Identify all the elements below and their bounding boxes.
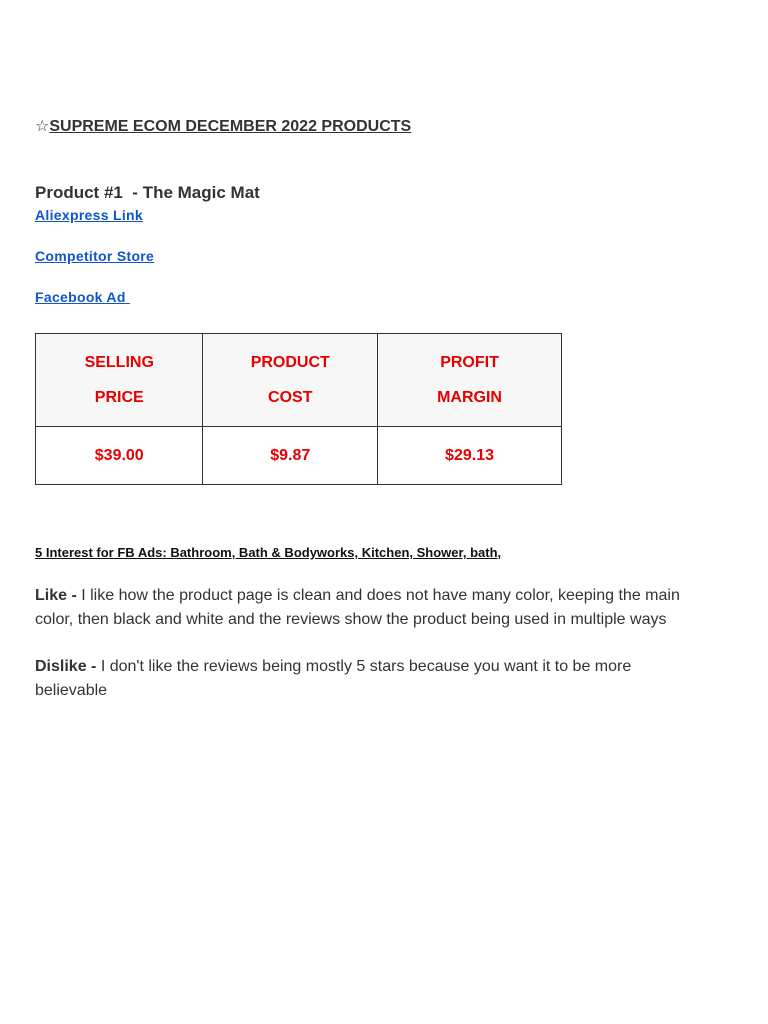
header-line: PROFIT (440, 354, 499, 371)
fb-ads-interests: 5 Interest for FB Ads: Bathroom, Bath & Bodyworks, Kitchen, Shower, bath, (35, 545, 502, 560)
selling-price-header (36, 334, 203, 427)
like-text: I like how the product page is clean and does not have many color, keeping the main color, then black and white and the reviews show the product being used in multiple ways (35, 587, 680, 628)
star-icon: ☆ (35, 116, 50, 135)
profit-margin-value: $29.13 (378, 427, 562, 485)
header-line: MARGIN (437, 389, 502, 406)
profit-margin-header (378, 334, 562, 427)
header-line: PRICE (94, 389, 144, 406)
pricing-table (35, 333, 562, 485)
facebook-ad-link[interactable]: Facebook Ad (35, 289, 130, 305)
like-label: Like - (35, 587, 82, 604)
pricing-table-header-row (36, 334, 562, 427)
product-cost-value: $9.87 (203, 427, 378, 485)
header-line: COST (268, 389, 313, 406)
header-line: SELLING (84, 354, 154, 371)
aliexpress-link[interactable]: Aliexpress Link (35, 207, 143, 223)
dislike-text: I don't like the reviews being mostly 5 stars because you want it to be more believable (35, 658, 632, 699)
header-line: PRODUCT (250, 354, 330, 371)
selling-price-value: $39.00 (36, 427, 203, 485)
pricing-table-values-row (36, 427, 562, 485)
dislike-paragraph (35, 655, 695, 703)
dislike-label: Dislike - (35, 658, 101, 675)
like-paragraph (35, 584, 695, 632)
document-title (35, 116, 411, 136)
document-title-text: SUPREME ECOM DECEMBER 2022 PRODUCTS (49, 118, 412, 135)
competitor-store-link[interactable]: Competitor Store (35, 248, 155, 264)
product-cost-header (203, 334, 378, 427)
product-heading: Product #1 - The Magic Mat (35, 183, 260, 202)
